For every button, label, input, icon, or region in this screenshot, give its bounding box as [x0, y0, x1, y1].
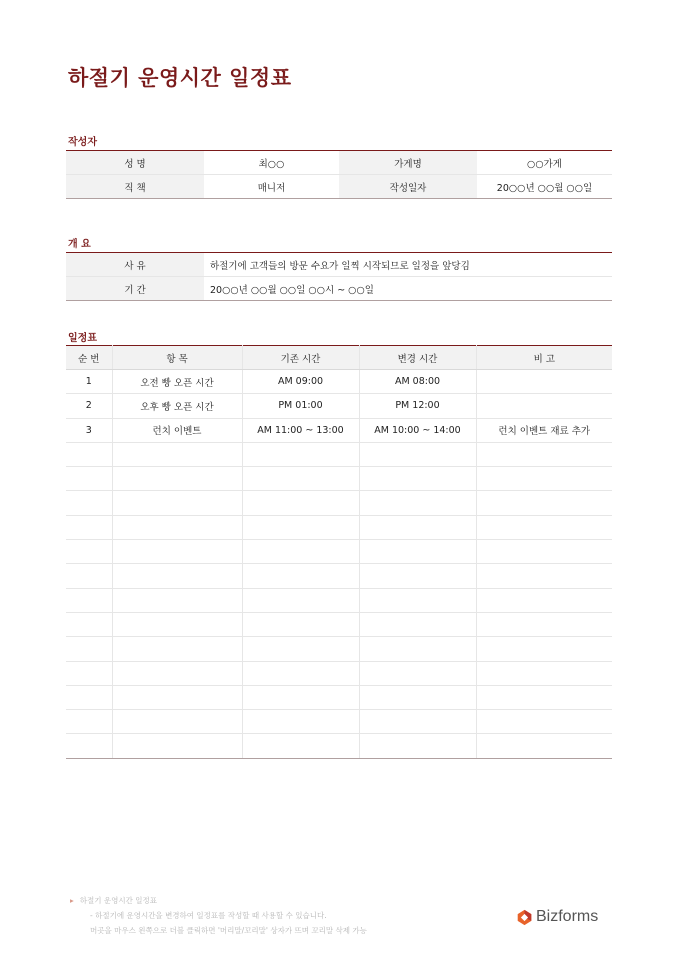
header-no: 순 번 — [66, 346, 112, 370]
empty-cell — [112, 612, 242, 636]
empty-cell — [476, 442, 612, 466]
table-row — [66, 370, 612, 394]
empty-cell — [359, 734, 476, 758]
bizforms-logo-icon — [516, 909, 533, 926]
cell-no: 3 — [66, 418, 112, 442]
empty-cell — [476, 685, 612, 709]
table-row — [66, 253, 612, 277]
cell-old-time: PM 01:00 — [242, 394, 359, 418]
overview-table — [66, 252, 612, 301]
empty-cell — [112, 734, 242, 758]
empty-cell — [359, 564, 476, 588]
section-title-author: 작성자 — [68, 137, 97, 148]
empty-cell — [66, 710, 112, 734]
cell-no: 2 — [66, 394, 112, 418]
section-title-overview: 개 요 — [68, 239, 91, 250]
value-period: 20○○년 ○○월 ○○일 ○○시 ~ ○○일 — [204, 277, 612, 301]
page-title: 하절기 운영시간 일정표 — [68, 66, 292, 90]
label-reason: 사 유 — [66, 253, 204, 277]
empty-cell — [359, 467, 476, 491]
empty-table-row — [66, 515, 612, 539]
table-row — [66, 277, 612, 301]
empty-table-row — [66, 467, 612, 491]
empty-cell — [112, 661, 242, 685]
value-position: 매니저 — [204, 175, 339, 199]
empty-cell — [476, 540, 612, 564]
empty-cell — [359, 540, 476, 564]
footer-line-2: - 하절기에 운영시간을 변경하여 일정표를 작성할 때 사용할 수 있습니다. — [90, 911, 327, 920]
cell-note: 런치 이벤트 재료 추가 — [476, 418, 612, 442]
empty-cell — [242, 734, 359, 758]
empty-cell — [66, 685, 112, 709]
value-date: 20○○년 ○○월 ○○일 — [477, 175, 612, 199]
empty-cell — [476, 612, 612, 636]
label-store: 가게명 — [339, 151, 477, 175]
empty-cell — [112, 710, 242, 734]
cell-new-time: AM 10:00 ~ 14:00 — [359, 418, 476, 442]
label-position: 직 책 — [66, 175, 204, 199]
empty-cell — [476, 491, 612, 515]
empty-cell — [476, 710, 612, 734]
empty-cell — [66, 612, 112, 636]
empty-table-row — [66, 491, 612, 515]
cell-new-time: PM 12:00 — [359, 394, 476, 418]
empty-cell — [66, 564, 112, 588]
table-row — [66, 151, 612, 175]
empty-cell — [112, 491, 242, 515]
cell-note — [476, 394, 612, 418]
label-period: 기 간 — [66, 277, 204, 301]
empty-cell — [242, 467, 359, 491]
empty-cell — [66, 540, 112, 564]
value-reason: 하절기에 고객들의 방문 수요가 일찍 시작되므로 일정을 앞당김 — [204, 253, 612, 277]
empty-cell — [476, 588, 612, 612]
empty-cell — [242, 710, 359, 734]
empty-cell — [112, 588, 242, 612]
footer-note — [70, 893, 367, 938]
empty-cell — [242, 442, 359, 466]
cell-item: 런치 이벤트 — [112, 418, 242, 442]
cell-item: 오후 빵 오픈 시간 — [112, 394, 242, 418]
triangle-bullet-icon: ▸ — [70, 896, 74, 905]
empty-table-row — [66, 588, 612, 612]
header-new-time: 변경 시간 — [359, 346, 476, 370]
empty-cell — [112, 637, 242, 661]
empty-cell — [112, 442, 242, 466]
empty-cell — [242, 564, 359, 588]
author-table — [66, 150, 612, 199]
empty-cell — [359, 661, 476, 685]
empty-table-row — [66, 710, 612, 734]
cell-no: 1 — [66, 370, 112, 394]
header-old-time: 기존 시간 — [242, 346, 359, 370]
empty-cell — [476, 734, 612, 758]
empty-cell — [242, 661, 359, 685]
empty-table-row — [66, 637, 612, 661]
empty-cell — [359, 491, 476, 515]
empty-cell — [476, 637, 612, 661]
empty-cell — [66, 734, 112, 758]
empty-cell — [359, 442, 476, 466]
empty-cell — [359, 515, 476, 539]
empty-cell — [476, 467, 612, 491]
header-item: 항 목 — [112, 346, 242, 370]
empty-table-row — [66, 612, 612, 636]
empty-cell — [66, 467, 112, 491]
empty-cell — [359, 637, 476, 661]
empty-table-row — [66, 661, 612, 685]
empty-table-row — [66, 734, 612, 758]
cell-old-time: AM 09:00 — [242, 370, 359, 394]
empty-cell — [359, 612, 476, 636]
table-header-row — [66, 346, 612, 370]
empty-cell — [242, 637, 359, 661]
empty-cell — [112, 540, 242, 564]
empty-cell — [242, 685, 359, 709]
table-row — [66, 418, 612, 442]
empty-cell — [359, 685, 476, 709]
empty-cell — [242, 588, 359, 612]
value-name: 최○○ — [204, 151, 339, 175]
schedule-table — [66, 345, 612, 759]
empty-table-row — [66, 685, 612, 709]
cell-item: 오전 빵 오픈 시간 — [112, 370, 242, 394]
empty-cell — [66, 515, 112, 539]
empty-cell — [242, 612, 359, 636]
footer-line-3: 머곳을 마우스 왼쪽으로 더블 클릭하면 '머리말/꼬리말' 상자가 뜨며 꼬리말 삭제 가능 — [90, 926, 367, 935]
header-note: 비 고 — [476, 346, 612, 370]
empty-cell — [242, 540, 359, 564]
empty-cell — [66, 588, 112, 612]
value-store: ○○가게 — [477, 151, 612, 175]
empty-cell — [112, 685, 242, 709]
empty-table-row — [66, 564, 612, 588]
empty-cell — [112, 515, 242, 539]
label-name: 성 명 — [66, 151, 204, 175]
empty-cell — [476, 564, 612, 588]
table-row — [66, 175, 612, 199]
cell-note — [476, 370, 612, 394]
footer-line-1: 하절기 운영시간 일정표 — [79, 896, 157, 905]
empty-cell — [66, 491, 112, 515]
table-row — [66, 394, 612, 418]
label-date: 작성일자 — [339, 175, 477, 199]
cell-old-time: AM 11:00 ~ 13:00 — [242, 418, 359, 442]
empty-cell — [242, 491, 359, 515]
empty-table-row — [66, 442, 612, 466]
logo-text: Bizforms — [536, 908, 599, 925]
section-title-schedule: 일정표 — [68, 333, 97, 344]
empty-cell — [66, 637, 112, 661]
bizforms-logo — [516, 908, 598, 926]
empty-cell — [112, 467, 242, 491]
empty-cell — [242, 515, 359, 539]
empty-cell — [66, 661, 112, 685]
empty-cell — [476, 515, 612, 539]
empty-cell — [359, 710, 476, 734]
cell-new-time: AM 08:00 — [359, 370, 476, 394]
empty-cell — [476, 661, 612, 685]
empty-cell — [359, 588, 476, 612]
empty-cell — [66, 442, 112, 466]
empty-cell — [112, 564, 242, 588]
empty-table-row — [66, 540, 612, 564]
